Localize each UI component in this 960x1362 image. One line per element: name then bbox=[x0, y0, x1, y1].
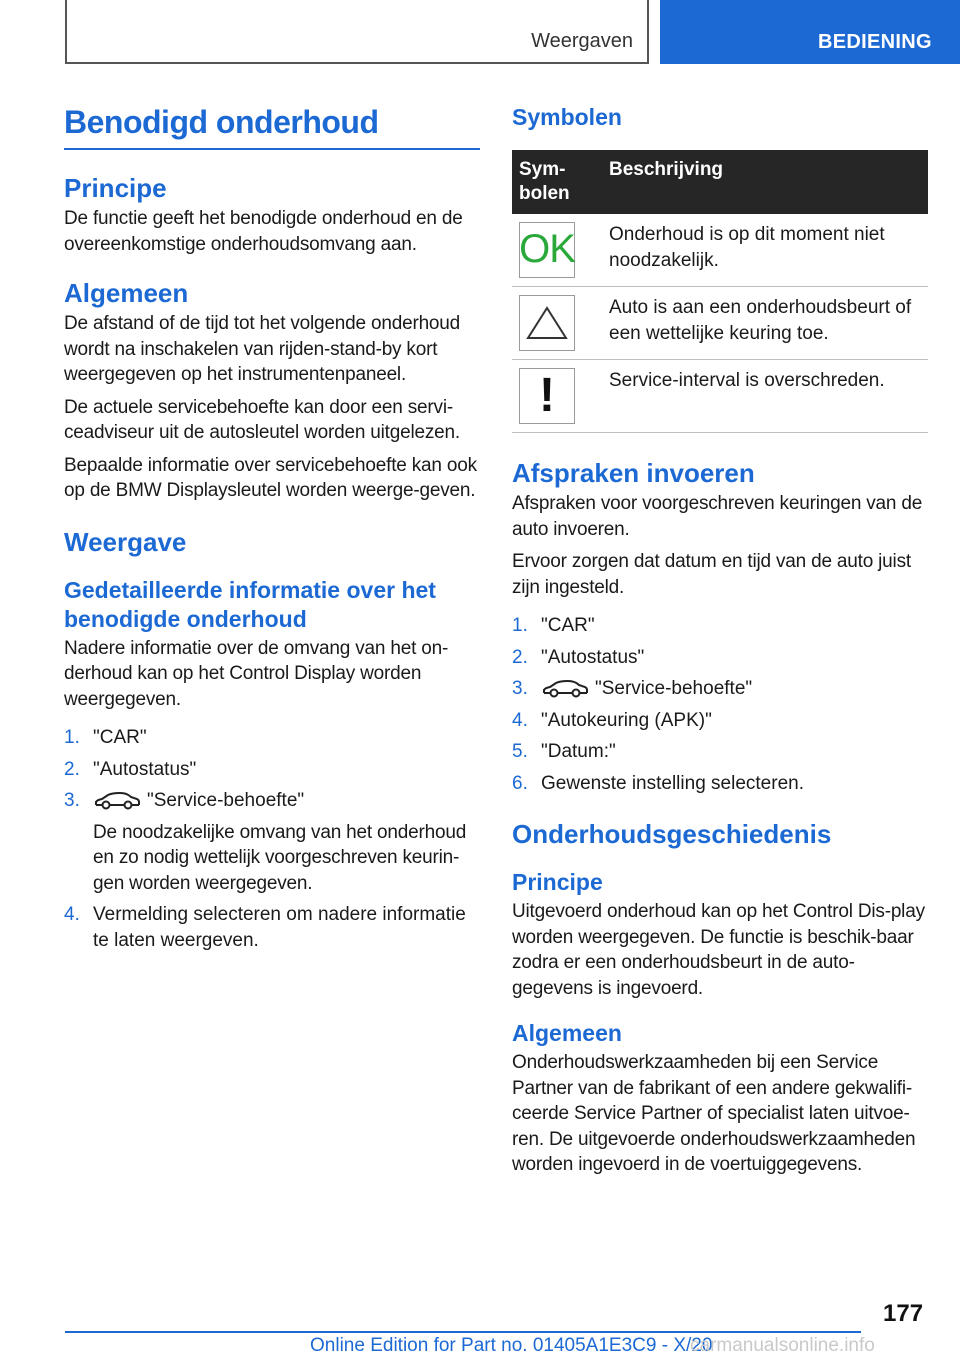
right-steps-list bbox=[512, 613, 930, 796]
symbol-cell bbox=[512, 287, 602, 360]
step-number: 4. bbox=[512, 709, 528, 731]
header-section-title: Weergaven bbox=[531, 30, 633, 52]
right-column bbox=[512, 100, 930, 1178]
display-heading: Weergave bbox=[64, 526, 187, 557]
history-principle-text: Uitgevoerd onderhoud kan op het Control Dis-play worden weergegeven. De functie is beschik-baar zodra er een onderhoudsbeurt in de auto-gegevens is ingevoerd. bbox=[512, 901, 925, 999]
left-column bbox=[64, 100, 482, 953]
table-row bbox=[512, 214, 928, 287]
step-number: 5. bbox=[512, 741, 528, 762]
column-header-symbol: Sym-bolen bbox=[512, 150, 602, 214]
step-text: Gewenste instelling selecteren. bbox=[541, 772, 804, 794]
step-text: "CAR" bbox=[93, 727, 147, 748]
history-general-heading: Algemeen bbox=[512, 1020, 622, 1046]
general-heading: Algemeen bbox=[64, 278, 189, 308]
symbol-description: Auto is aan een onderhoudsbeurt of een wettelijke keuring toe. bbox=[602, 287, 928, 360]
history-general-text: Onderhoudswerkzaamheden bij een Service Partner van de fabrikant of een andere gekwalifi-ceerde Service Partner of specialist laten uitvoe-ren. De uitgevoerde onderhoudswerkzaamheden worden ingevoerd in de voertuiggegevens. bbox=[512, 1052, 916, 1175]
exclamation-glyph: ! bbox=[539, 369, 555, 422]
step-text: "Autostatus" bbox=[93, 758, 197, 780]
list-item bbox=[512, 739, 930, 765]
step-note: De noodzakelijke omvang van het onderhoud en zo nodig wettelijk voorgeschreven keurin-gen worden weergegeven. bbox=[93, 821, 467, 894]
step-text: "Service-behoefte" bbox=[147, 790, 305, 811]
ok-glyph: OK bbox=[519, 227, 575, 272]
appointments-heading: Afspraken invoeren bbox=[512, 458, 755, 488]
history-principle-heading: Principe bbox=[512, 869, 603, 895]
warning-triangle-icon bbox=[519, 295, 575, 351]
step-text: Vermelding selecteren om nadere informatie te laten weergeven. bbox=[93, 904, 466, 951]
symbol-description: Onderhoud is op dit moment niet noodzakelijk. bbox=[602, 214, 928, 287]
step-number: 1. bbox=[64, 727, 80, 748]
title-divider bbox=[64, 148, 480, 150]
symbol-description: Service-interval is overschreden. bbox=[602, 360, 928, 433]
step-number: 3. bbox=[64, 790, 80, 811]
general-paragraph: De actuele servicebehoefte kan door een servi-ceadviseur uit de autosleutel worden uitgelezen. bbox=[64, 396, 460, 443]
footer-edition: Online Edition for Part no. 01405A1E3C9 - X/20 bbox=[310, 1335, 713, 1356]
list-item bbox=[512, 708, 930, 734]
car-icon bbox=[541, 679, 589, 699]
principle-text: De functie geeft het benodigde onderhoud en de overeenkomstige onderhoudsomvang aan. bbox=[64, 208, 463, 255]
step-text: "CAR" bbox=[541, 615, 595, 636]
table-row bbox=[512, 287, 928, 360]
symbol-cell bbox=[512, 360, 602, 433]
list-item bbox=[512, 676, 930, 702]
step-number: 1. bbox=[512, 615, 528, 636]
principle-heading: Principe bbox=[64, 173, 167, 203]
symbol-cell bbox=[512, 214, 602, 287]
step-number: 3. bbox=[512, 678, 528, 699]
list-item bbox=[512, 771, 930, 797]
left-steps-list bbox=[64, 725, 482, 953]
header-chapter-tab bbox=[660, 0, 960, 64]
column-header-description: Beschrijving bbox=[602, 150, 928, 214]
symbols-table bbox=[512, 150, 928, 433]
table-header-row bbox=[512, 150, 928, 214]
list-item bbox=[64, 902, 482, 953]
warning-triangle-svg bbox=[525, 304, 569, 342]
car-icon bbox=[93, 791, 141, 811]
appointments-text: Ervoor zorgen dat datum en tijd van de auto juist zijn ingesteld. bbox=[512, 551, 911, 598]
list-item bbox=[512, 645, 930, 671]
header-section-box bbox=[65, 0, 649, 64]
appointments-text: Afspraken voor voorgeschreven keuringen van de auto invoeren. bbox=[512, 493, 923, 540]
step-text: "Service-behoefte" bbox=[595, 678, 753, 699]
footer-divider bbox=[65, 1331, 861, 1333]
general-paragraph: Bepaalde informatie over servicebehoefte kan ook op de BMW Displaysleutel worden weerge-geven. bbox=[64, 454, 477, 501]
exclamation-icon bbox=[519, 368, 575, 424]
page-title: Benodigd onderhoud bbox=[64, 104, 379, 140]
step-number: 4. bbox=[64, 904, 80, 925]
header-chapter-title: BEDIENING bbox=[818, 31, 932, 53]
step-number: 2. bbox=[512, 646, 528, 668]
step-number: 6. bbox=[512, 772, 528, 794]
table-row bbox=[512, 360, 928, 433]
step-text: "Datum:" bbox=[541, 741, 616, 762]
list-item bbox=[64, 788, 482, 896]
page-number: 177 bbox=[883, 1300, 924, 1327]
history-heading: Onderhoudsgeschiedenis bbox=[512, 819, 832, 849]
step-number: 2. bbox=[64, 758, 80, 780]
footer-watermark: carmanualsonline.info bbox=[690, 1335, 875, 1356]
list-item bbox=[64, 757, 482, 783]
general-paragraph: De afstand of de tijd tot het volgende onderhoud wordt na inschakelen van rijden-stand-by kort weergegeven op het instrumentenpaneel. bbox=[64, 313, 461, 385]
symbols-heading: Symbolen bbox=[512, 104, 622, 130]
ok-icon bbox=[519, 222, 575, 278]
detail-text: Nadere informatie over de omvang van het on-derhoud kan op het Control Display worden weergegeven. bbox=[64, 637, 449, 710]
list-item bbox=[512, 613, 930, 639]
step-text: "Autokeuring (APK)" bbox=[541, 709, 712, 731]
detail-heading: Gedetailleerde informatie over het benodigde onderhoud bbox=[64, 576, 436, 632]
list-item bbox=[64, 725, 482, 751]
step-text: "Autostatus" bbox=[541, 646, 645, 668]
